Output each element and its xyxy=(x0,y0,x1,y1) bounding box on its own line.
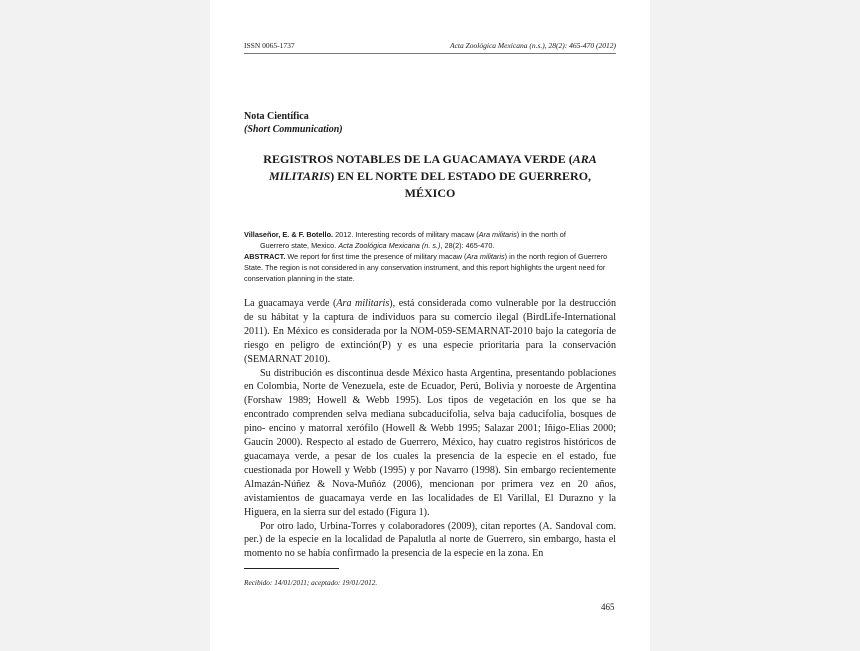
page-number: 465 xyxy=(601,602,615,612)
citation-line2-b: , 28(2): 465-470. xyxy=(440,241,495,250)
p1-species: Ara militaris xyxy=(336,298,390,309)
p1-text-b: ), está considerada como vulnerable por la destrucción de su hábitat y la captura de individuos para su comercio ilegal (BirdLife-International 2011). En México es considerada por la NOM-059-SEMARNAT-2010 bajo la categoría de riesgo en peligro de extinción(P) y es una especie prioritaria para la conservación (SEMARNAT 2010). xyxy=(244,298,617,365)
abstract-text-a: We report for first time the presence of military macaw ( xyxy=(285,252,467,261)
citation xyxy=(244,229,616,251)
journal-reference: Acta Zoológica Mexicana (n.s.), 28(2): 465-470 (2012) xyxy=(449,41,616,50)
abstract-text-b: ) in the north region of Guerrero State. The region is not considered in any conservation instrument, and this report highlights the urgent need for conservation planning in the state. xyxy=(244,252,608,283)
p1-text-a: La guacamaya verde ( xyxy=(244,298,337,309)
title-part-1: REGISTROS NOTABLES DE LA GUACAMAYA VERDE ( xyxy=(263,152,573,166)
citation-text-b: ) in the north of xyxy=(516,230,566,239)
section-label xyxy=(244,110,343,136)
citation-line2-a: Guerrero state, Mexico. xyxy=(260,241,339,250)
citation-text-a: 2012. Interesting records of military macaw ( xyxy=(333,230,479,239)
paper-page xyxy=(210,0,650,651)
abstract-species: Ara militaris xyxy=(466,252,505,261)
citation-journal: Acta Zoológica Mexicana (n. s.) xyxy=(338,241,441,250)
title-part-2: ) EN EL NORTE DEL ESTADO DE GUERRERO, MÉXICO xyxy=(330,169,592,200)
citation-authors: Villaseñor, E. & F. Botello. xyxy=(244,230,334,239)
citation-species: Ara militaris xyxy=(478,230,517,239)
abstract-label: ABSTRACT. xyxy=(244,252,286,261)
section-subtitle: (Short Communication) xyxy=(244,124,343,135)
paragraph-2: Su distribución es discontinua desde México hasta Argentina, presentando poblaciones en Colombia, Norte de Venezuela, este de Ecuador, Perú, Bolivia y noroeste de Argentina (Forshaw 1989; Howell & Webb 1995). Los tipos de vegetación en los que se ha encontrado comprenden selva mediana subcaducifolia, selva baja caducifolia, bosques de pino- encino y matorral xerófilo (Howell & Webb 1995; Salazar 2001; Iñigo-Elias 2000; Gaucín 2000). Respecto al estado de Guerrero, México, hay cuatro registros históricos de guacamaya verde, a pesar de los cuales la presencia de la especie en el estado, fue cuestionada por Howell y Webb (1995) y por Navarro (1998). Sin embargo recientemente Almazán-Núñez & Nova-Muñóz (2006), mencionan por primera vez en 20 años, avistamientos de guacamaya verde en las localidades de El Varillal, El Durazno y la Higuera, en la sierra sur del estado (Figura 1). xyxy=(244,367,616,518)
article-title xyxy=(244,151,616,202)
issn-text: ISSN 0065-1737 xyxy=(244,41,295,50)
paragraph-3: Por otro lado, Urbina-Torres y colaboradores (2009), citan reportes (A. Sandoval com. per.) de la especie en la localidad de Papalutla al norte de Guerrero, sin embargo, hasta el momento no se había confirmado la presencia de la especie en la zona. En xyxy=(244,520,616,560)
paragraph-1 xyxy=(244,297,616,367)
abstract xyxy=(244,251,616,284)
title-species: ARA MILITARIS xyxy=(268,152,597,183)
citation-line-2 xyxy=(244,240,616,251)
received-footnote: Recibido: 14/01/2011; aceptado: 19/01/2012. xyxy=(244,578,378,587)
citation-block xyxy=(244,229,616,284)
body-text xyxy=(244,297,616,561)
footnote-rule xyxy=(244,568,339,569)
header-rule xyxy=(244,53,616,54)
section-title: Nota Científica xyxy=(244,111,309,122)
